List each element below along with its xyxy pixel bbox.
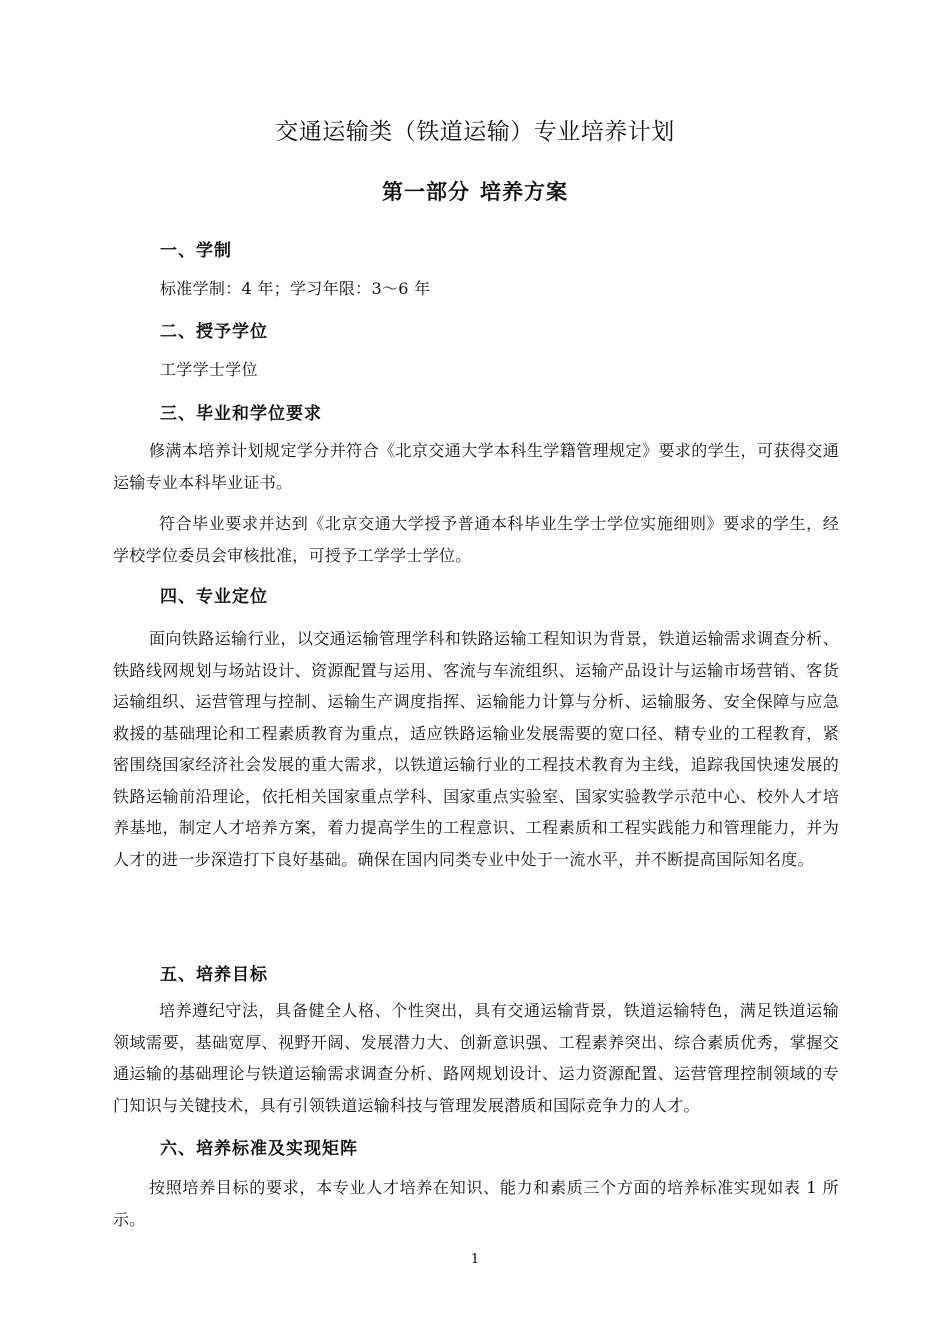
section-text-graduation-1: 修满本培养计划规定学分并符合《北京交通大学本科生学籍管理规定》要求的学生，可获得交通运输专业本科毕业证书。: [113, 441, 839, 492]
section-text-degree: 工学学士学位: [160, 360, 258, 379]
section-text-positioning: 面向铁路运输行业，以交通运输管理学科和铁路运输工程知识为背景，铁道运输需求调查分析、铁路线网规划与场站设计、资源配置与运用、客流与车流组织、运输产品设计与运输市场营销、客货运输组织、运营管理与控制、运输生产调度指挥、运输能力计算与分析、运输服务、安全保障与应急救援的基础理论和工程素质教育为重点，适应铁路运输业发展需要的宽口径、精专业的工程教育，紧密围绕国家经济社会发展的重大需求，以铁道运输行业的工程技术教育为主线，追踪我国快速发展的铁路运输前沿理论，依托相关国家重点学科、国家重点实验室、国家实验教学示范中心、校外人才培养基地，制定人才培养方案，着力提高学生的工程意识、工程素质和工程实践能力和管理能力，并为人才的进一步深造打下良好基础。确保在国内同类专业中处于一流水平，并不断提高国际知名度。: [113, 629, 839, 869]
section-heading-degree: 二、授予学位: [160, 322, 268, 342]
document-title: 交通运输类（铁道运输）专业培养计划: [275, 119, 675, 145]
section-heading-positioning: 四、专业定位: [160, 587, 268, 607]
section-heading-duration: 一、学制: [160, 241, 232, 261]
section-heading-standards: 六、培养标准及实现矩阵: [160, 1139, 358, 1159]
section-text-graduation-2: 符合毕业要求并达到《北京交通大学授予普通本科毕业生学士学位实施细则》要求的学生，经学校学位委员会审核批准，可授予工学学士学位。: [113, 514, 839, 565]
section-text-duration: 标准学制：4 年；学习年限：3～6 年: [160, 279, 431, 298]
part-name: 培养方案: [480, 180, 568, 204]
section-text-standards: 按照培养目标的要求，本专业人才培养在知识、能力和素质三个方面的培养标准实现如表 1 所示。: [113, 1178, 839, 1229]
page-number: 1: [470, 1252, 480, 1267]
part-heading: [0, 176, 950, 206]
section-text-objectives: 培养遵纪守法，具备健全人格、个性突出，具有交通运输背景，铁道运输特色，满足铁道运输领域需要，基础宽厚、视野开阔、发展潜力大、创新意识强、工程素养突出、综合素质优秀，掌握交通运输的基础理论与铁道运输需求调查分析、路网规划设计、运力资源配置、运营管理控制领域的专门知识与关键技术，具有引领铁道运输科技与管理发展潜质和国际竞争力的人才。: [113, 1001, 839, 1115]
part-label: 第一部分: [382, 180, 470, 204]
section-heading-graduation: 三、毕业和学位要求: [160, 404, 322, 424]
section-heading-objectives: 五、培养目标: [160, 965, 268, 985]
